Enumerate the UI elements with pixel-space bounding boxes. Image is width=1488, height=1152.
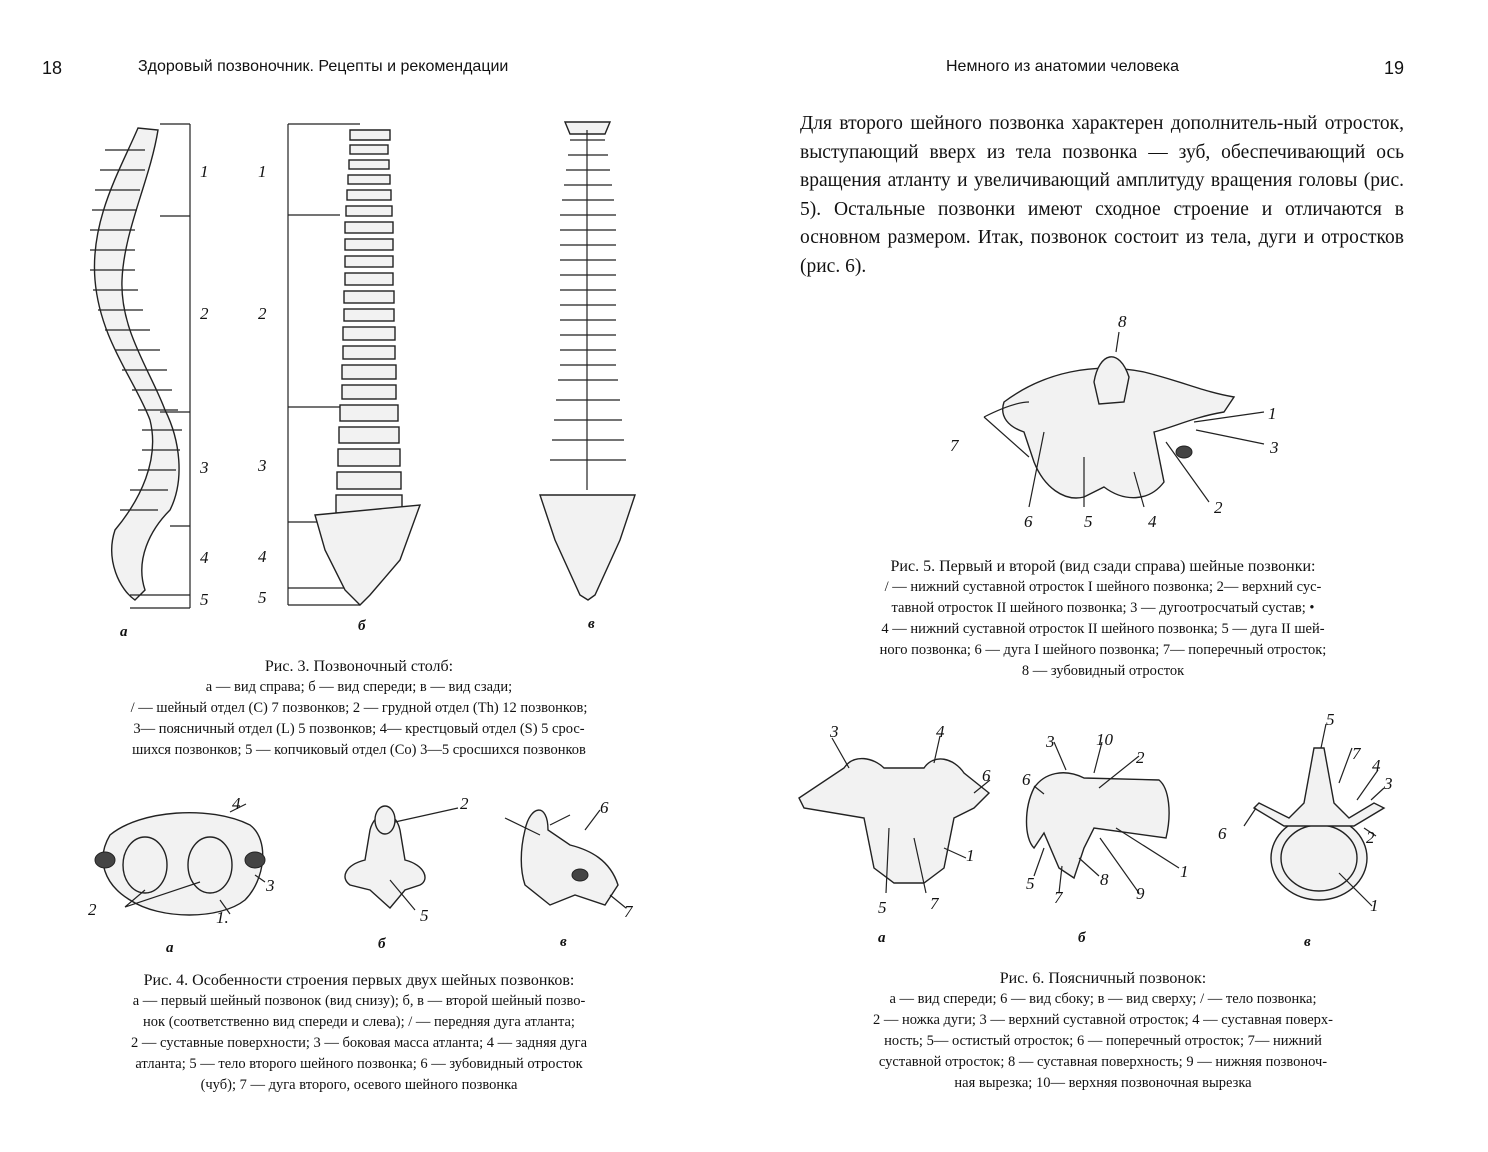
cervical-illustrations	[70, 790, 670, 960]
fig6-view-label-c: в	[1304, 934, 1311, 950]
fig6a-callout-3: 3	[830, 722, 839, 741]
fig5-callout-1: 1	[1268, 404, 1277, 423]
spine-b-label-3: 3	[258, 456, 267, 475]
fig6c-callout-4: 4	[1372, 756, 1381, 775]
lumbar-front-view	[799, 736, 990, 893]
body-paragraph: Для второго шейного позвонка характерен дополнитель-ный отросток, выступающий вверх из тела позвонка — зуб, обеспечивающий ось вращения атланту и увеличивающий амплитуду вращения головы (рис. 5). Остальные позвонки имеют сходное строение и отличаются в основном размером. Итак, позвонок состоит из тела, дуги и отростков (рис. 6).	[800, 113, 1404, 277]
figure-5-caption-line: ного позвонка; 6 — дуга I шейного позвонка; 7— поперечный отросток;	[879, 642, 1327, 658]
figure-5-vertebrae	[934, 312, 1314, 542]
figure-4-caption	[44, 970, 674, 1096]
fig6-view-label-a: а	[878, 930, 886, 946]
page-number: 18	[42, 58, 63, 78]
fig5-callout-3: 3	[1270, 438, 1279, 457]
fig6b-callout-7: 7	[1054, 888, 1063, 907]
figure-6-caption-line: ная вырезка; 10— верхняя позвоночная вырезка	[954, 1075, 1252, 1091]
spine-illustrations	[60, 110, 680, 650]
fig6-view-label-b: б	[1078, 930, 1086, 946]
spine-view-label-c: в	[588, 616, 595, 632]
figure-6-caption-line: ность; 5— остистый отросток; 6 — поперечный отросток; 7— нижний	[884, 1033, 1322, 1049]
fig5-callout-6: 6	[1024, 512, 1033, 531]
figure-6-caption-line: 2 — ножка дуги; 3 — верхний суставной отросток; 4 — суставная поверх-	[873, 1012, 1333, 1028]
figure-3-caption-line: 3— поясничный отдел (L) 5 позвонков; 4— крестцовый отдел (S) 5 срос-	[133, 721, 585, 737]
figure-4-caption-title: Рис. 4. Особенности строения первых двух шейных позвонков:	[143, 972, 575, 989]
right-page	[744, 0, 1488, 1152]
fig6c-callout-3: 3	[1384, 774, 1393, 793]
figure-3-caption-line: шихся позвонков; 5 — копчиковый отдел (Со) 3—5 сросшихся позвонков	[132, 742, 586, 758]
figure-5-caption-line: тавной отросток II шейного позвонка; 3 — дугоотросчатый сустав; •	[891, 600, 1315, 616]
figure-6-caption-line: а — вид спереди; 6 — вид сбоку; в — вид сверху; / — тело позвонка;	[889, 991, 1317, 1007]
figure-6-caption	[788, 968, 1418, 1094]
fig6a-callout-7: 7	[930, 894, 939, 913]
figure-4-cervical	[70, 790, 670, 960]
fig6a-callout-4: 4	[936, 722, 945, 741]
spine-a-label-4: 4	[200, 548, 209, 567]
lumbar-top-view	[1244, 724, 1384, 906]
fig6b-callout-9: 9	[1136, 884, 1145, 903]
fig6b-callout-6: 6	[1022, 770, 1031, 789]
figure-4-caption-line: нок (соответственно вид спереди и слева); / — передняя дуга атланта;	[143, 1014, 575, 1030]
fig4-callout-1: 1.	[216, 908, 229, 927]
fig6b-callout-5: 5	[1026, 874, 1035, 893]
fig6a-callout-1: 1	[966, 846, 975, 865]
spine-back-view	[540, 122, 635, 600]
figure-5-caption-title: Рис. 5. Первый и второй (вид сзади справа) шейные позвонки:	[890, 558, 1316, 575]
figure-3-caption	[44, 656, 674, 761]
fig5-callout-4: 4	[1148, 512, 1157, 531]
spine-a-label-1: 1	[200, 162, 209, 181]
spine-a-label-2: 2	[200, 304, 209, 323]
figure-5-caption-line: 4 — нижний суставной отросток II шейного позвонка; 5 — дуга II шей-	[881, 621, 1325, 637]
fig4-view-label-c: в	[560, 934, 567, 950]
fig5-callout-2: 2	[1214, 498, 1223, 517]
fig6a-callout-6: 6	[982, 766, 991, 785]
figure-3-caption-line: / — шейный отдел (С) 7 позвонков; 2 — грудной отдел (Th) 12 позвонков;	[130, 700, 588, 716]
spine-b-label-5: 5	[258, 588, 267, 607]
fig4-callout-2: 2	[88, 900, 97, 919]
figure-4-caption-line: 2 — суставные поверхности; 3 — боковая масса атланта; 4 — задняя дуга	[130, 1035, 588, 1051]
spine-view-label-b: б	[358, 618, 366, 634]
fig5-callout-7: 7	[950, 436, 959, 455]
axis-side-view	[505, 810, 626, 908]
fig5-callout-8: 8	[1118, 312, 1127, 331]
fig4-callout-6: 6	[600, 798, 609, 817]
spine-b-label-2: 2	[258, 304, 267, 323]
atlas-bottom-view	[95, 804, 265, 915]
fig6c-callout-7: 7	[1352, 744, 1361, 763]
page-number: 19	[1384, 58, 1405, 78]
figure-6-lumbar	[794, 708, 1414, 958]
figure-4-caption-line: атланта; 5 — тело второго шейного позвонка; 6 — зубовидный отросток	[135, 1056, 583, 1072]
figure-5-caption-line: / — нижний суставной отросток I шейного позвонка; 2— верхний сус-	[884, 579, 1322, 595]
fig6b-callout-1: 1	[1180, 862, 1189, 881]
figure-3-caption-title: Рис. 3. Позвоночный столб:	[264, 658, 454, 675]
figure-6-caption-title: Рис. 6. Поясничный позвонок:	[999, 970, 1207, 987]
fig6b-callout-10: 10	[1096, 730, 1113, 749]
fig4-callout-3: 3	[266, 876, 275, 895]
figure-3-spine	[60, 110, 680, 650]
fig6c-callout-2: 2	[1366, 828, 1375, 847]
figure-4-caption-line: (чуб); 7 — дуга второго, осевого шейного позвонка	[200, 1077, 518, 1093]
figure-6-caption-line: суставной отросток; 8 — суставная поверхность; 9 — нижняя позвоноч-	[878, 1054, 1328, 1070]
fig4-callout-5: 5	[420, 906, 429, 925]
figure-5-caption-line: 8 — зубовидный отросток	[1021, 663, 1185, 679]
fig4-callout-4: 4	[232, 794, 241, 813]
atlas-axis-illustration	[934, 312, 1314, 542]
figure-5-caption	[788, 556, 1418, 682]
spine-view-label-a: а	[120, 624, 128, 640]
spine-front-view	[288, 124, 420, 605]
fig4-view-label-a: а	[166, 940, 174, 956]
fig6b-callout-3: 3	[1046, 732, 1055, 751]
fig6c-callout-6: 6	[1218, 824, 1227, 843]
fig6c-callout-5: 5	[1326, 710, 1335, 729]
fig6a-callout-5: 5	[878, 898, 887, 917]
fig4-callout-7: 7	[624, 902, 633, 921]
fig6b-callout-2: 2	[1136, 748, 1145, 767]
figure-3-caption-line: а — вид справа; б — вид спереди; в — вид сзади;	[205, 679, 513, 695]
spine-b-label-1: 1	[258, 162, 267, 181]
fig4-callout-2b: 2	[460, 794, 469, 813]
axis-front-view	[345, 806, 458, 910]
spine-b-label-4: 4	[258, 547, 267, 566]
fig4-view-label-b: б	[378, 936, 386, 952]
running-header: Здоровый позвоночник. Рецепты и рекомендации	[138, 58, 509, 75]
figure-4-caption-line: а — первый шейный позвонок (вид снизу); б, в — второй шейный позво-	[132, 993, 586, 1009]
spine-a-label-3: 3	[200, 458, 209, 477]
fig5-callout-5: 5	[1084, 512, 1093, 531]
running-header: Немного из анатомии человека	[946, 58, 1179, 75]
spine-a-label-5: 5	[200, 590, 209, 609]
fig6b-callout-8: 8	[1100, 870, 1109, 889]
spine-side-view	[90, 124, 190, 608]
fig6c-callout-1: 1	[1370, 896, 1379, 915]
